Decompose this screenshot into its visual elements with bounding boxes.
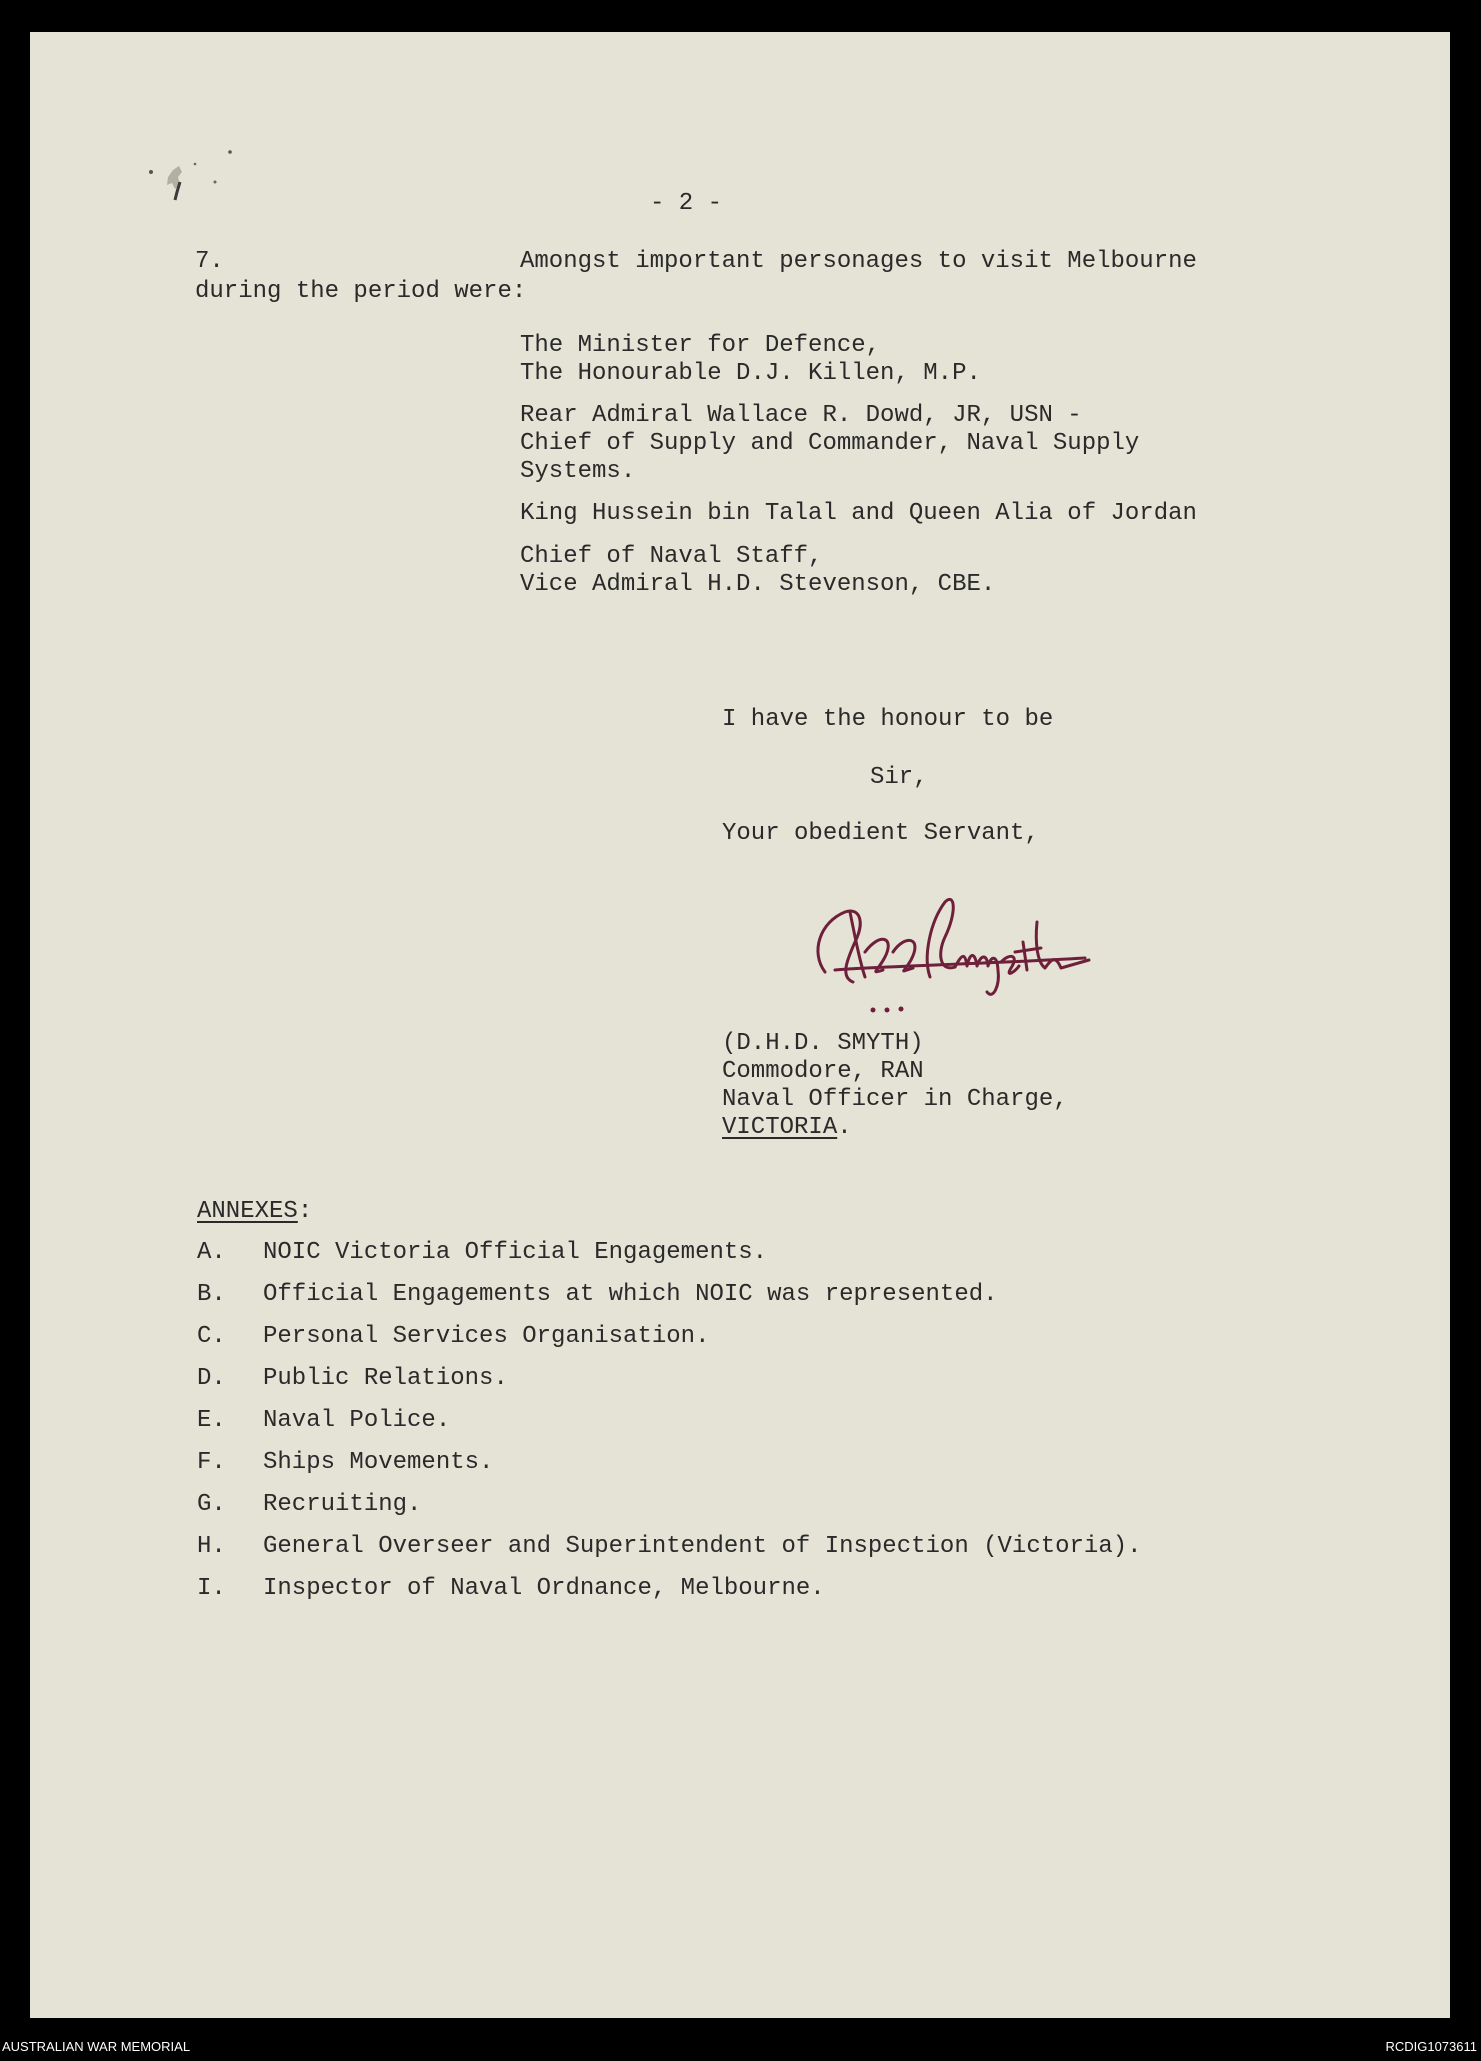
signatory-role: Naval Officer in Charge,: [722, 1086, 1068, 1113]
annex-letter: B.: [197, 1281, 226, 1308]
personage-line: Rear Admiral Wallace R. Dowd, JR, USN -: [520, 402, 1082, 429]
document-page: [30, 32, 1450, 2018]
annex-text: Official Engagements at which NOIC was represented.: [263, 1281, 998, 1308]
annex-text: Public Relations.: [263, 1365, 508, 1392]
paragraph-line-2: during the period were:: [195, 278, 527, 305]
annex-text: General Overseer and Superintendent of Inspection (Victoria).: [263, 1533, 1142, 1560]
personage-line: The Honourable D.J. Killen, M.P.: [520, 360, 981, 387]
annex-text: Recruiting.: [263, 1491, 422, 1518]
annexes-heading: ANNEXES: [197, 1198, 298, 1225]
personage-line: The Minister for Defence,: [520, 332, 881, 359]
closing-line-1: I have the honour to be: [722, 706, 1054, 733]
annex-text: Personal Services Organisation.: [263, 1323, 710, 1350]
personage-line: Chief of Supply and Commander, Naval Supply: [520, 430, 1140, 457]
signatory-location-suffix: .: [837, 1114, 852, 1141]
page-number: - 2 -: [650, 190, 723, 217]
personage-line: Systems.: [520, 458, 636, 485]
annex-text: NOIC Victoria Official Engagements.: [263, 1239, 768, 1266]
annexes-heading-line: [197, 1200, 312, 1224]
annex-letter: G.: [197, 1491, 226, 1518]
footer-archive-label: AUSTRALIAN WAR MEMORIAL: [2, 2039, 191, 2054]
paragraph-line-1: Amongst important personages to visit Melbourne: [520, 248, 1197, 275]
footer-record-id: RCDIG1073611: [1385, 2039, 1477, 2054]
signatory-location: VICTORIA: [722, 1114, 838, 1141]
annex-text: Ships Movements.: [263, 1449, 494, 1476]
annex-letter: D.: [197, 1365, 226, 1392]
annex-letter: E.: [197, 1407, 226, 1434]
signatory-name: (D.H.D. SMYTH): [722, 1030, 924, 1057]
annex-text: Inspector of Naval Ordnance, Melbourne.: [263, 1575, 825, 1602]
annex-letter: I.: [197, 1575, 226, 1602]
signatory-rank: Commodore, RAN: [722, 1058, 924, 1085]
annex-letter: A.: [197, 1239, 226, 1266]
paper-blemish: [95, 122, 245, 232]
paragraph-number: 7.: [195, 248, 224, 275]
personage-line: Vice Admiral H.D. Stevenson, CBE.: [520, 571, 996, 598]
signatory-location-line: [722, 1116, 852, 1140]
closing-line-2: Sir,: [870, 764, 928, 791]
annex-letter: H.: [197, 1533, 226, 1560]
personage-line: King Hussein bin Talal and Queen Alia of Jordan: [520, 500, 1197, 527]
handwritten-signature: [805, 882, 1105, 1022]
annexes-heading-suffix: :: [297, 1198, 313, 1225]
closing-line-3: Your obedient Servant,: [722, 820, 1039, 847]
annex-text: Naval Police.: [263, 1407, 451, 1434]
annex-letter: C.: [197, 1323, 226, 1350]
personage-line: Chief of Naval Staff,: [520, 543, 823, 570]
annex-letter: F.: [197, 1449, 226, 1476]
